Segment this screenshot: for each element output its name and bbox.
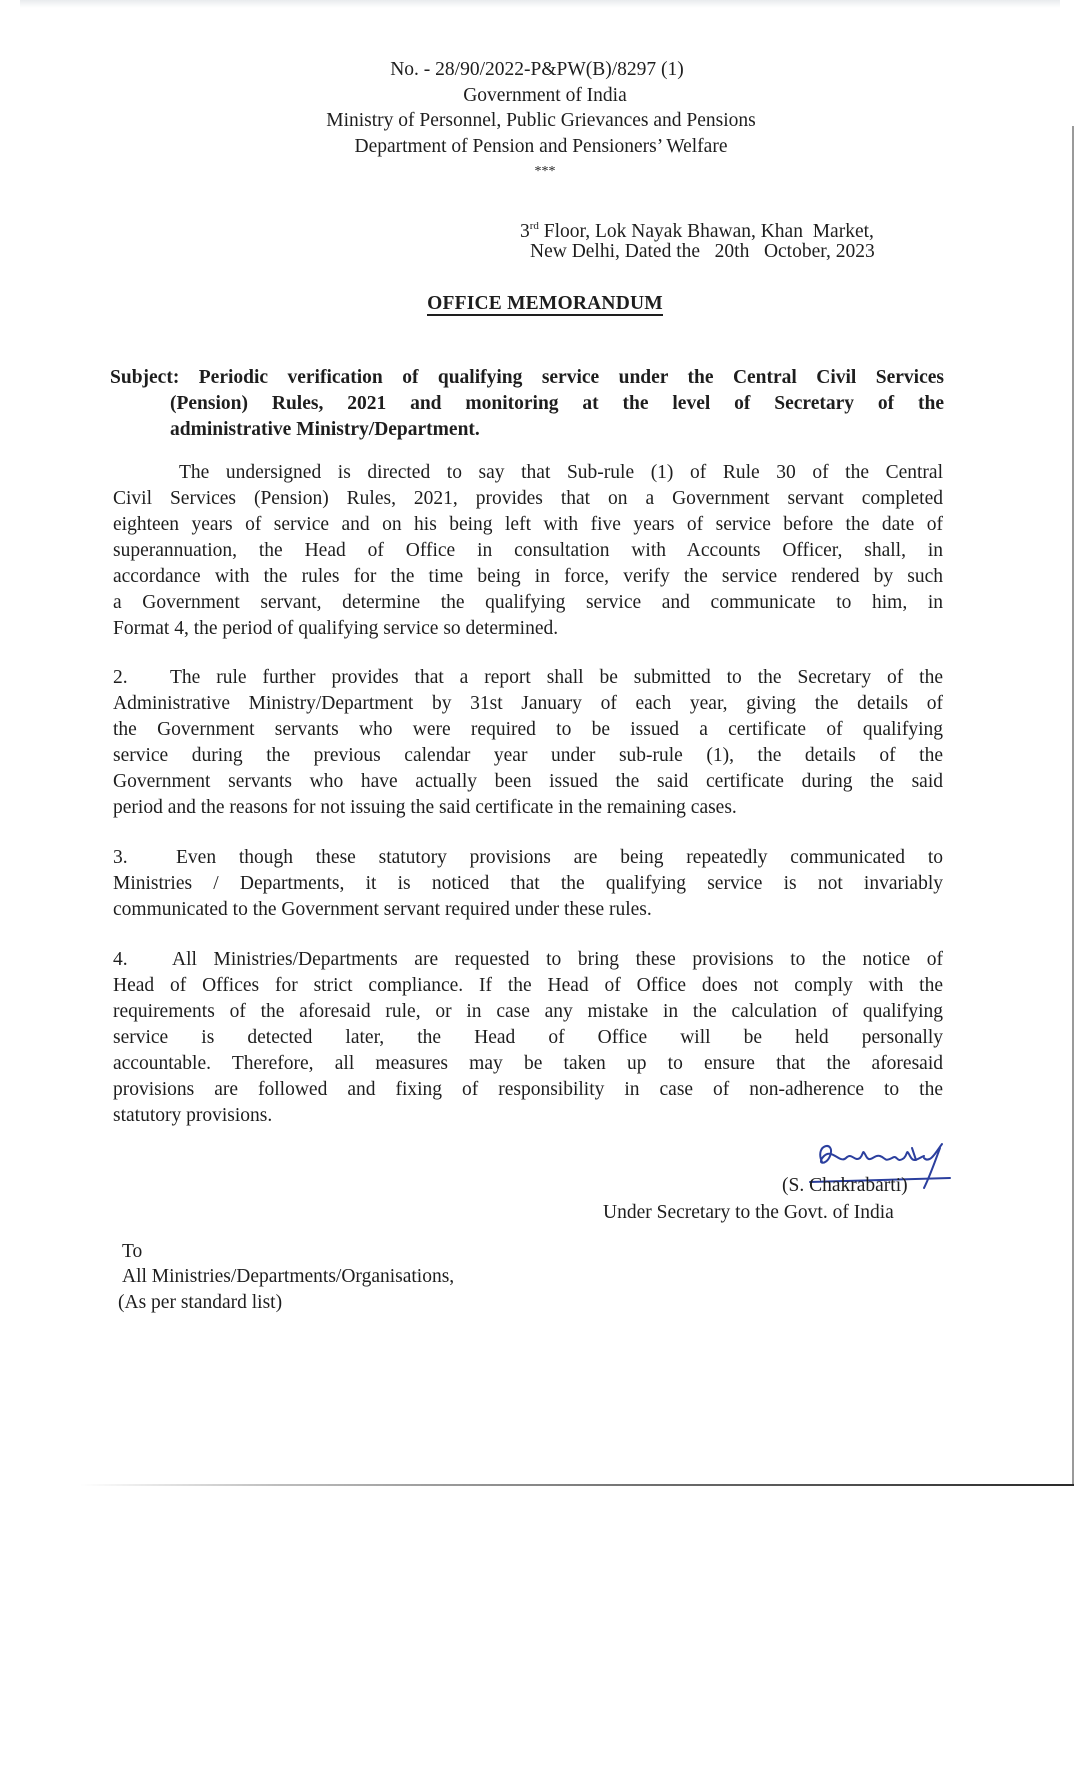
paragraph-line: period and the reasons for not issuing the said certificate in the remaining cases. — [113, 797, 737, 818]
file-number: No. - 28/90/2022-P&PW(B)/8297 (1) — [390, 59, 684, 80]
paragraph-line: accountable. Therefore, all measures may be taken up to ensure that the aforesaid — [113, 1053, 943, 1074]
paragraph-line: provisions are followed and fixing of responsibility in case of non-adherence to the — [113, 1079, 943, 1100]
page-border-right — [1072, 126, 1074, 1486]
paragraph-line: communicated to the Government servant required under these rules. — [113, 899, 652, 920]
paragraph-number: 3. — [113, 847, 128, 868]
memo-title-text: OFFICE MEMORANDUM — [427, 293, 663, 314]
paragraph-line: accordance with the rules for the time being in force, verify the service rendered by such — [113, 566, 943, 587]
paragraph-line: statutory provisions. — [113, 1105, 273, 1126]
address-text: Floor, Lok Nayak Bhawan, Khan Market, — [538, 221, 874, 242]
paragraph-line: Ministries / Departments, it is noticed that the qualifying service is not invariably — [113, 873, 943, 894]
ministry-name: Ministry of Personnel, Public Grievances and Pensions — [326, 110, 756, 131]
department-name: Department of Pension and Pensioners’ Welfare — [354, 136, 728, 157]
paragraph-line: Even though these statutory provisions are being repeatedly communicated to — [176, 847, 943, 868]
paragraph-line: Format 4, the period of qualifying service so determined. — [113, 618, 559, 639]
paragraph-number: 2. — [113, 667, 128, 688]
recipient-line-1: All Ministries/Departments/Organisations, — [122, 1266, 455, 1287]
scan-edge-top — [20, 0, 1060, 8]
subject-line-2: (Pension) Rules, 2021 and monitoring at the level of Secretary of the — [170, 393, 944, 414]
page-border-bottom — [80, 1484, 1074, 1486]
paragraph-line: Government servants who have actually been issued the said certificate during the said — [113, 771, 943, 792]
paragraph-line: superannuation, the Head of Office in consultation with Accounts Officer, shall, in — [113, 540, 943, 561]
date-line: New Delhi, Dated the 20th October, 2023 — [530, 241, 875, 262]
signatory-designation: Under Secretary to the Govt. of India — [603, 1202, 894, 1223]
subject-line-3: administrative Ministry/Department. — [170, 419, 480, 440]
paragraph-line: All Ministries/Departments are requested to bring these provisions to the notice of — [172, 949, 943, 970]
paragraph-line: eighteen years of service and on his being left with five years of service before the date of — [113, 514, 943, 535]
floor-number: 3 — [520, 221, 530, 242]
recipient-line-2: (As per standard list) — [118, 1292, 283, 1313]
paragraph-number: 4. — [113, 949, 128, 970]
paragraph-line: Head of Offices for strict compliance. If the Head of Office does not comply with the — [113, 975, 943, 996]
paragraph-line: requirements of the aforesaid rule, or in case any mistake in the calculation of qualifying — [113, 1001, 943, 1022]
paragraph-line: Civil Services (Pension) Rules, 2021, provides that on a Government servant completed — [113, 488, 943, 509]
paragraph-line: service during the previous calendar year under sub-rule (1), the details of the — [113, 745, 943, 766]
paragraph-line: The undersigned is directed to say that Sub-rule (1) of Rule 30 of the Central — [179, 462, 943, 483]
signatory-name: (S. Chakrabarti) — [782, 1175, 908, 1196]
paragraph-line: the Government servants who were required to be issued a certificate of qualifying — [113, 719, 943, 740]
paragraph-line: The rule further provides that a report shall be submitted to the Secretary of the — [170, 667, 943, 688]
recipient-to: To — [122, 1241, 143, 1262]
paragraph-line: service is detected later, the Head of Office will be held personally — [113, 1027, 943, 1048]
government-name: Government of India — [463, 85, 627, 106]
subject-line-1: Subject: Periodic verification of qualifying service under the Central Civil Services — [110, 367, 944, 388]
floor-suffix: rd — [529, 220, 539, 232]
memo-title — [0, 292, 1090, 316]
separator-stars: *** — [534, 164, 556, 179]
paragraph-line: a Government servant, determine the qualifying service and communicate to him, in — [113, 592, 943, 613]
paragraph-line: Administrative Ministry/Department by 31st January of each year, giving the details of — [113, 693, 943, 714]
